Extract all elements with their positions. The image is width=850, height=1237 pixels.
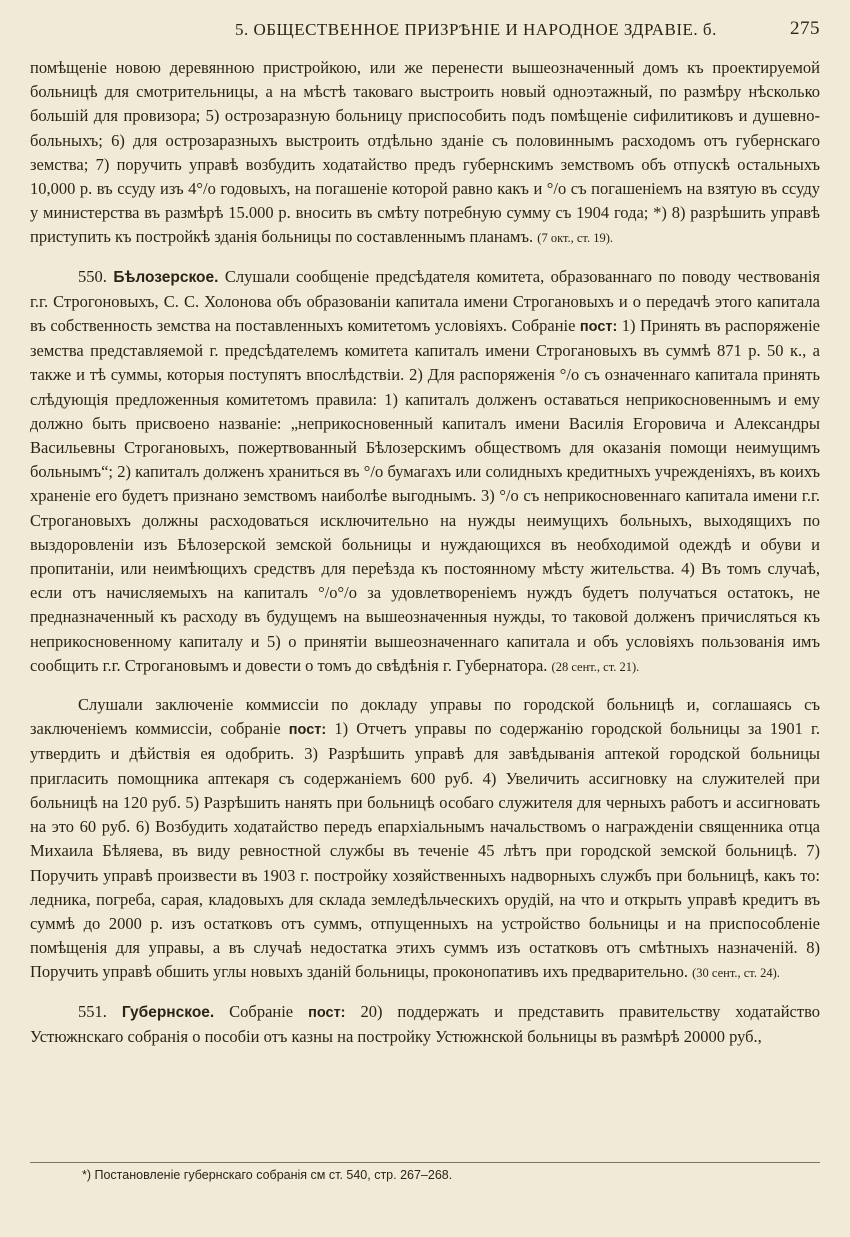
resolution-marker: пост: bbox=[579, 319, 618, 336]
page-number: 275 bbox=[790, 18, 820, 39]
entry-551 bbox=[30, 1000, 820, 1049]
running-header bbox=[30, 16, 820, 44]
entry-text: Собранiе bbox=[229, 1001, 294, 1021]
session-reference: (28 сент., ст. 21). bbox=[551, 659, 640, 674]
paragraph-text: помѣщенiе новою деревянною пристройкою, или же перенести вышеозначенный домъ къ проектируемой больницѣ для смотрительницы, а на мѣстѣ таковаго выстроить новый одноэтажный, по размѣру нѣсколько большiй для провизора; 5) острозаразную больницу приспособить подъ помѣщенiе сифилитиковъ и душевно-больныхъ; 6) для острозаразныхъ выстроить отдѣльно зданiе съ половиннымъ расходомъ отъ губернскаго земства; 7) поручить управѣ возбудить ходатайство предъ губернскимъ земствомъ объ отпускѣ остальныхъ 10,000 р. въ ссуду изъ 4°/о годовыхъ, на погашенiе которой равно какъ и °/о съ погашенiемъ на взятую въ ссуду у министерства въ размѣрѣ 15.000 р. вносить въ смѣту потребную сумму съ 1904 года; *) 8) разрѣшить управѣ приступить къ постройкѣ зданiя больницы по составленнымъ планамъ. bbox=[30, 58, 820, 247]
entry-text-cont: 1) Отчетъ управы по содержанiю городской больницы за 1901 г. утвердить и дѣйствiя ея одобрить. 3) Разрѣшить управѣ для завѣдыванiя аптекой городской больницы пригласить помощника аптекаря съ содержанiемъ 600 руб. 4) Увеличить ассигновку на служителей при больницѣ на 120 руб. 5) Разрѣшить нанять при больницѣ особаго служителя для черныхъ работъ и ассигновать на это 60 руб. 6) Возбудить ходатайство передъ епархiальнымъ начальствомъ о награжденiи священника отца Михаила Бѣляева, въ виду ревностной службы въ теченiе 45 лѣтъ при городской земской больницѣ. 7) Поручить управѣ произвести въ 1903 г. постройку хозяйственныхъ надворныхъ службъ при больницѣ, какъ то: ледника, погреба, сарая, кладовыхъ для склада земледѣльческихъ орудiй, на что и открыть управѣ кредитъ въ суммѣ до 2000 р. изъ остатковъ отъ суммъ, отпущенныхъ на устройство больницы и на приспособленiе помѣщенiя для управы, а въ случаѣ недостатка этихъ суммъ изъ остатковъ отъ смѣтныхъ назначенiй. 8) Поручить управѣ обшить углы новыхъ зданiй больницы, проконопативъ ихъ предварительно. bbox=[30, 719, 821, 982]
session-reference: (30 сент., ст. 24). bbox=[692, 966, 780, 981]
entry-hospital-report bbox=[30, 693, 820, 985]
entry-text: Слушали сообщенiе предсѣдателя комитета, образованнаго по поводу чествованiя г.г. Строгоновыхъ, С. С. Холонова объ образованiи капитала имени Строгановыхъ и о передачѣ этого капитала въ собственность земства на поставленныхъ комитетомъ условiяхъ. Собранiе bbox=[30, 266, 821, 336]
entry-550 bbox=[30, 265, 820, 679]
entry-text-cont: 20) поддержать и представить правительству ходатайство Устюжнскаго собранiя о пособiи отъ казны на постройку Устюжнской больницы въ размѣрѣ 20000 руб., bbox=[30, 1001, 820, 1046]
section-title: 5. ОБЩЕСТВЕННОЕ ПРИЗРѢНIЕ И НАРОДНОЕ ЗДРАВIЕ. б. bbox=[235, 20, 717, 39]
footnote: *) Постановленiе губернскаго собранiя см ст. 540, стр. 267–268. bbox=[82, 1168, 453, 1182]
zemstvo-name: Бѣлозерское. bbox=[113, 268, 219, 286]
entry-number: 551. bbox=[78, 1001, 107, 1021]
zemstvo-name: Губернское. bbox=[121, 1003, 215, 1021]
text-body bbox=[30, 56, 820, 1049]
entry-text: Слушали заключенiе коммиссiи по докладу управы по городской больницѣ и, соглашаясь съ заключенiемъ коммиссiи, собранiе bbox=[30, 695, 820, 739]
entry-text-cont: 1) Принять въ распоряженiе земства представляемой г. предсѣдателемъ комитета капиталъ имени Строгановыхъ въ суммѣ 871 р. 50 к., а также и тѣ суммы, которыя поступятъ впослѣдствiи. 2) Для распоряженiя °/о съ означеннаго капитала принять слѣдующiя предложенныя комитетомъ правила: 1) капиталъ долженъ оставаться неприкосновеннымъ и ему должно быть присвоено названiе: „неприкосновенный капиталъ имени Василiя Егоровича и Александры Васильевны Строгановыхъ, пожертвованный Бѣлозерскимъ обществомъ для оказанiя помощи неимущимъ больнымъ“; 2) капиталъ долженъ храниться въ °/о бумагахъ или солидныхъ кредитныхъ учрежденiяхъ, въ коихъ храненiе его будетъ признано земствомъ наиболѣе выгоднымъ. 3) °/о съ неприкосновеннаго капитала имени г.г. Строгановыхъ должны расходоваться исключительно на нужды неимущихъ больныхъ, выходящихъ по выздоровленiи изъ Бѣлозерской земской больницы и нуждающихся въ необходимой одеждѣ и обуви и пропитанiи, или неимѣющихъ средствъ для переѣзда къ постоянному мѣсту жительства. 4) Въ томъ случаѣ, если отъ начисляемыхъ на капиталъ °/о°/о за удовлетворенiемъ нуждъ будетъ получаться остатокъ, не предназначенный къ расходу въ будущемъ на вышеозначенныя нужды, то таковой долженъ причисляться къ неприкосновенному капиталу и 5) о принятiи вышеозначеннаго капитала и объ условiяхъ пользованiя имъ сообщить г.г. Строгановымъ и довести о томъ до свѣдѣнiя г. Губернатора. bbox=[30, 316, 821, 675]
paragraph-continuation bbox=[30, 56, 820, 251]
session-reference: (7 окт., ст. 19). bbox=[537, 231, 613, 246]
resolution-marker: пост: bbox=[308, 1004, 346, 1021]
footnote-divider bbox=[30, 1162, 820, 1163]
resolution-marker: пост: bbox=[288, 722, 327, 739]
entry-number: 550. bbox=[78, 266, 107, 286]
